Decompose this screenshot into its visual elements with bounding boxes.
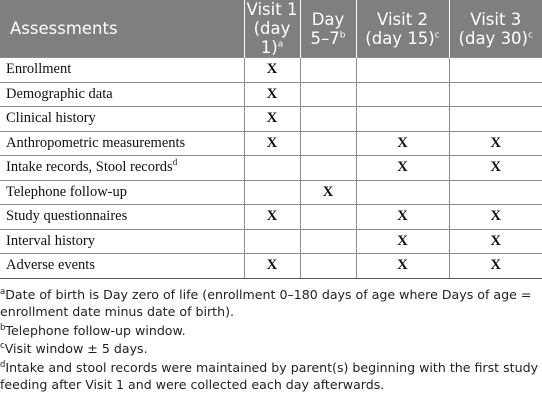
header-day-footnote-mark: b: [339, 30, 346, 40]
row-label: [0, 205, 244, 230]
table-cell: X: [244, 58, 300, 83]
row-label-text: Intake records, Stool records: [6, 159, 173, 176]
row-label: [0, 229, 244, 254]
table-cell: X: [356, 205, 449, 230]
table-cell: [300, 107, 356, 132]
table-cell: [449, 58, 542, 83]
table-header-row: [0, 0, 542, 58]
table-cell: [300, 82, 356, 107]
footnote-text: Visit window ± 5 days.: [4, 341, 148, 356]
table-row: [0, 205, 542, 230]
row-label: [0, 254, 244, 279]
row-label-text: Enrollment: [6, 61, 72, 78]
header-visit-3: [449, 0, 542, 58]
table-cell: [300, 58, 356, 83]
table-cell: [356, 107, 449, 132]
row-label-text: Demographic data: [6, 85, 113, 102]
table-cell: [244, 229, 300, 254]
footnote-text: Telephone follow-up window.: [5, 322, 186, 338]
header-assessments-label: Assessments: [10, 19, 118, 38]
row-label: [0, 82, 244, 107]
row-label-text: Adverse events: [6, 257, 95, 274]
header-visit-3-line2: (day 30): [458, 28, 528, 48]
row-label-text: Anthropometric measurements: [6, 134, 186, 151]
table-cell: [244, 156, 300, 181]
table-cell: X: [244, 107, 300, 132]
footnote-text: Intake and stool records were maintained by parent(s) beginning with the first study feeding after Visit 1 and were collected each day afterwards.: [0, 359, 539, 392]
footnote-mark: c: [0, 340, 5, 351]
table-cell: [356, 58, 449, 83]
table-cell: X: [449, 156, 542, 181]
table-cell: X: [449, 229, 542, 254]
footnote-c: [0, 340, 542, 358]
table-cell: X: [449, 131, 542, 156]
row-label-text: Telephone follow-up: [6, 183, 127, 200]
footnote-d: [0, 359, 542, 394]
table-row: [0, 254, 542, 279]
table-cell: [300, 156, 356, 181]
table-cell: X: [244, 82, 300, 107]
row-label-text: Study questionnaires: [6, 208, 128, 225]
table-cell: [300, 131, 356, 156]
table-cell: [300, 205, 356, 230]
table-row: [0, 156, 542, 181]
table-row: [0, 229, 542, 254]
table-cell: [300, 229, 356, 254]
row-label-text: Clinical history: [6, 110, 96, 127]
table-cell: [449, 107, 542, 132]
table-cell: [449, 180, 542, 205]
table-cell: X: [449, 254, 542, 279]
table-cell: X: [356, 156, 449, 181]
table-cell: [300, 254, 356, 279]
table-cell: [449, 82, 542, 107]
table-cell: X: [244, 131, 300, 156]
table-row: [0, 82, 542, 107]
header-visit-1: [244, 0, 300, 58]
footnote-a: [0, 286, 542, 321]
row-label: [0, 156, 244, 181]
header-visit-3-footnote-mark: c: [528, 30, 533, 40]
table-cell: X: [356, 131, 449, 156]
table-cell: X: [356, 254, 449, 279]
footnote-mark: a: [0, 286, 6, 297]
footnote-mark: d: [0, 359, 6, 370]
table-cell: X: [244, 254, 300, 279]
table-row: [0, 131, 542, 156]
header-visit-2-line2: (day 15): [365, 28, 435, 48]
header-visit-3-line1: Visit 3: [470, 9, 522, 29]
table-cell: X: [244, 205, 300, 230]
footnote-text: Date of birth is Day zero of life (enrollment 0–180 days of age where Days of age = enrollment date minus date of birth).: [0, 286, 532, 319]
header-visit-1-line2: (day 1): [253, 19, 291, 57]
header-visit-2-line1: Visit 2: [377, 9, 428, 29]
header-visit-2-footnote-mark: c: [434, 30, 440, 40]
header-day-5-7: [300, 0, 356, 58]
table-cell: [356, 180, 449, 205]
row-label: [0, 107, 244, 132]
row-label: [0, 131, 244, 156]
table-row: [0, 107, 542, 132]
table-cell: X: [449, 205, 542, 230]
footnote-mark: b: [0, 322, 6, 333]
header-day-line2: 5–7: [310, 28, 340, 48]
footnotes: [0, 286, 542, 394]
table-cell: [356, 82, 449, 107]
table-cell: [244, 180, 300, 205]
table-cell: X: [356, 229, 449, 254]
row-label-text: Interval history: [6, 232, 95, 249]
header-visit-2: [356, 0, 449, 58]
footnote-b: [0, 322, 542, 340]
table-row: [0, 180, 542, 205]
table-cell: X: [300, 180, 356, 205]
header-visit-1-line1: Visit 1: [246, 0, 298, 19]
row-footnote-mark: d: [172, 157, 178, 168]
row-label: [0, 58, 244, 83]
row-label: [0, 180, 244, 205]
header-day-line1: Day: [311, 9, 345, 29]
table-row: [0, 58, 542, 83]
header-visit-1-footnote-mark: a: [277, 39, 284, 50]
header-assessments: [0, 0, 244, 58]
